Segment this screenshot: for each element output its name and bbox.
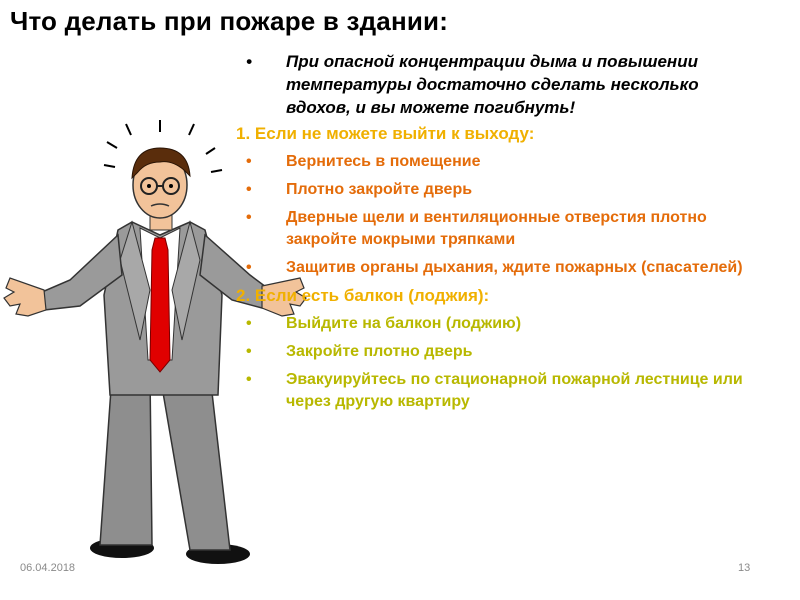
page-number: 13 [738, 562, 751, 574]
bullet-icon: • [246, 52, 252, 71]
item-text: Выйдите на балкон (лоджию) [286, 315, 522, 332]
slide-content [236, 50, 766, 419]
slide-date: 06.04.2018 [20, 562, 76, 574]
list-item [236, 341, 766, 363]
list-item [236, 179, 766, 201]
item-text: Закройте плотно дверь [286, 343, 473, 360]
intro-item [236, 50, 766, 119]
item-text: Плотно закройте дверь [286, 181, 473, 198]
bullet-icon: • [246, 153, 252, 170]
intro-text: При опасной концентрации дыма и повышении температуры достаточно сделать несколько вдохов, и вы можете погибнуть! [286, 52, 699, 117]
slide-title: Что делать при пожаре в здании: [10, 6, 449, 36]
bullet-icon: • [246, 259, 252, 276]
section1-list [236, 151, 766, 279]
list-item [236, 207, 766, 251]
bullet-icon: • [246, 209, 252, 226]
section1-heading: 1. Если не можете выйти к выходу: [236, 124, 535, 143]
item-text: Эвакуируйтесь по стационарной пожарной лестнице или через другую квартиру [286, 371, 743, 410]
section2-heading: 2. Если есть балкон (лоджия): [236, 286, 490, 305]
item-text: Вернитесь в помещение [286, 153, 481, 170]
list-item [236, 313, 766, 335]
bullet-icon: • [246, 343, 252, 360]
bullet-icon: • [246, 315, 252, 332]
list-item [236, 257, 766, 279]
list-item [236, 369, 766, 413]
item-text: Дверные щели и вентиляционные отверстия плотно закройте мокрыми тряпками [286, 209, 707, 248]
item-text: Защитив органы дыхания, ждите пожарных (спасателей) [286, 259, 743, 276]
bullet-icon: • [246, 371, 252, 388]
list-item [236, 151, 766, 173]
intro-list [236, 50, 766, 119]
section2-list [236, 313, 766, 413]
bullet-icon: • [246, 181, 252, 198]
